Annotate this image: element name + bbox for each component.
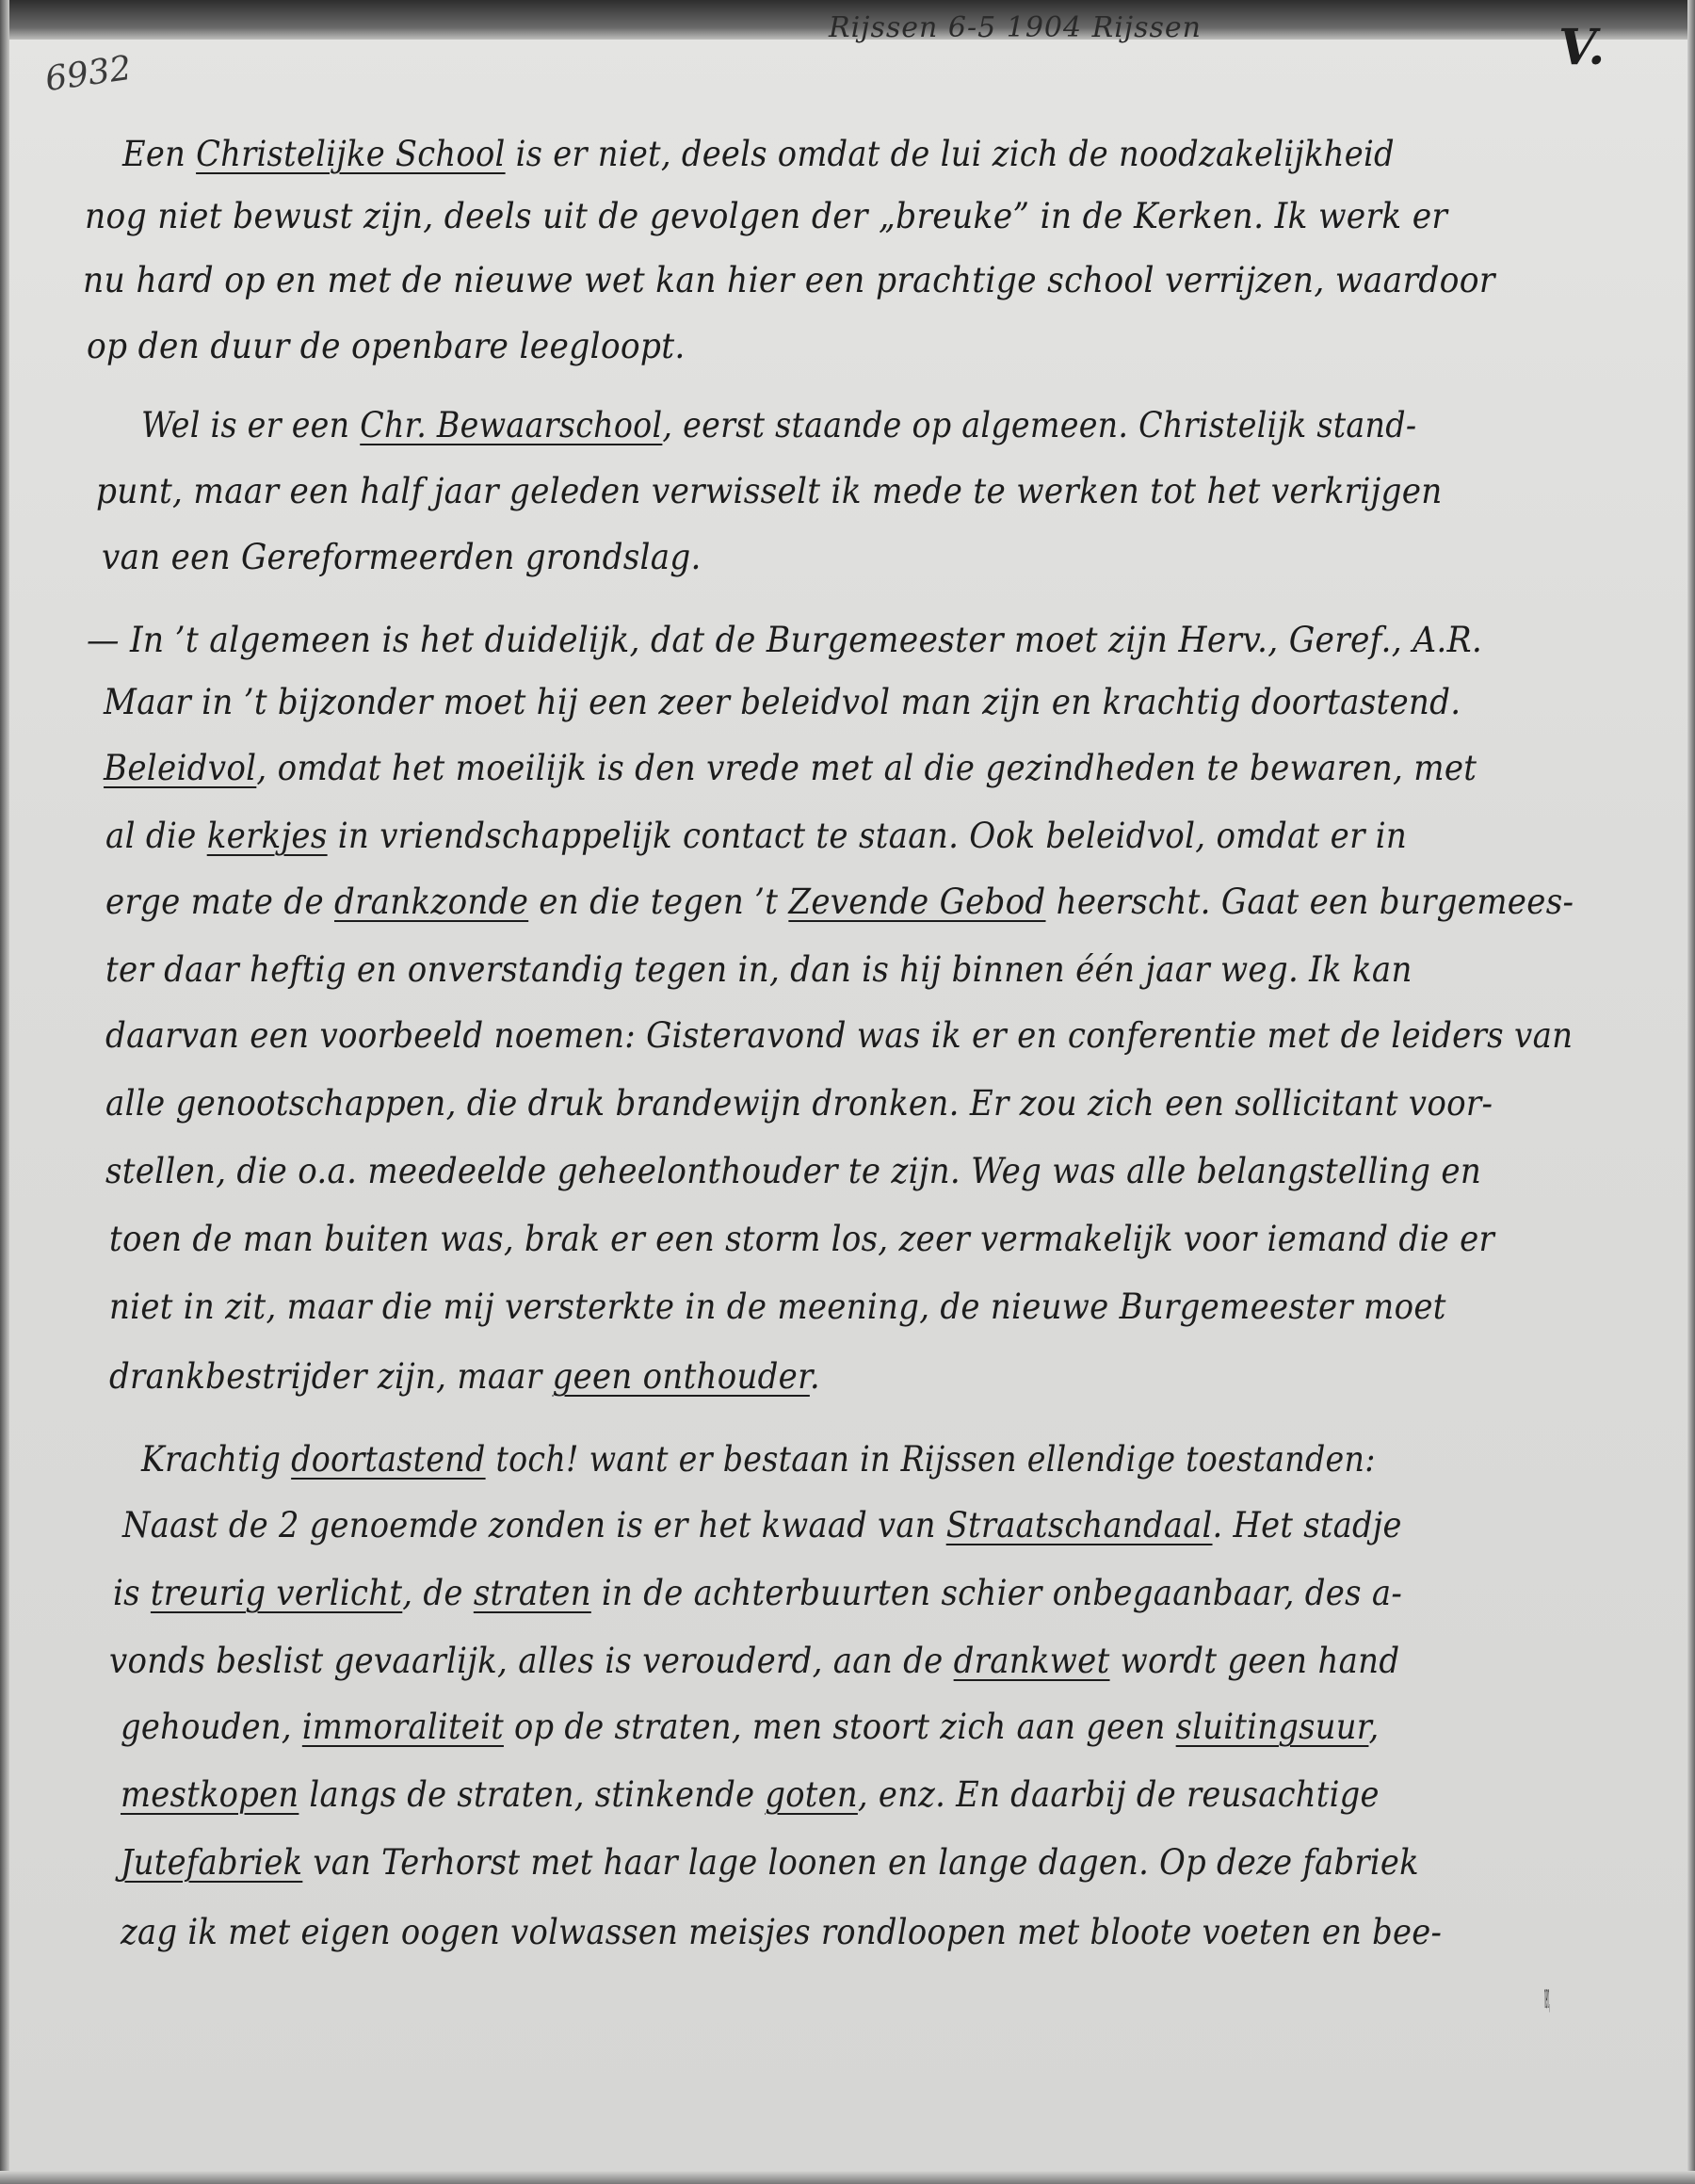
text-line xyxy=(141,405,1667,446)
underlined-phrase: mestkopen xyxy=(121,1774,299,1815)
text-segment: toen de man buiten was, brak er een storm los, zeer vermakelijk voor iemand die er xyxy=(109,1219,1495,1259)
text-segment: — In ’t algemeen is het duidelijk, dat de Burgemeester moet zijn Herv., Geref., A.R. xyxy=(87,620,1483,660)
text-line xyxy=(87,620,1667,661)
text-line xyxy=(83,260,1666,301)
text-line xyxy=(104,748,1667,789)
text-line xyxy=(109,1356,1667,1398)
text-segment: niet in zit, maar die mij versterkte in de meening, de nieuwe Burgemeester moet xyxy=(109,1286,1446,1327)
text-segment: ter daar heftig en onverstandig tegen in, dan is hij binnen één jaar weg. Ik kan xyxy=(105,949,1412,990)
text-segment: , xyxy=(1368,1707,1380,1747)
text-line xyxy=(122,134,1667,175)
page-number: V. xyxy=(1558,19,1606,76)
scan-left-edge xyxy=(0,0,9,2184)
text-segment: Een xyxy=(122,134,197,174)
text-segment: alle genootschappen, die druk brandewijn dronken. Er zou zich een sollicitant voor- xyxy=(105,1083,1493,1124)
scan-right-edge xyxy=(1687,0,1695,2184)
underlined-phrase: Zevende Gebod xyxy=(788,882,1046,922)
underlined-phrase: Straatschandaal xyxy=(945,1505,1213,1545)
text-segment: en die tegen ’t xyxy=(528,882,789,922)
text-segment: al die xyxy=(105,816,207,856)
text-segment: in de achterbuurten schier onbegaanbaar, des a- xyxy=(590,1573,1403,1613)
underlined-phrase: Jutefabriek xyxy=(121,1842,303,1883)
text-segment: zag ik met eigen oogen volwassen meisjes rondloopen met bloote voeten en bee- xyxy=(121,1912,1443,1952)
text-line xyxy=(121,1842,1667,1884)
text-segment: , enz. En daarbij de reusachtige xyxy=(857,1774,1380,1815)
text-line xyxy=(96,471,1668,512)
underlined-phrase: drankwet xyxy=(953,1641,1110,1681)
text-line xyxy=(102,537,1666,578)
text-segment: in vriendschappelijk contact te staan. Ook beleidvol, omdat er in xyxy=(327,816,1408,856)
text-line xyxy=(105,882,1667,923)
underlined-phrase: Chr. Bewaarschool xyxy=(360,405,663,445)
underlined-phrase: Christelijke School xyxy=(196,134,506,174)
underlined-phrase: immoraliteit xyxy=(301,1707,504,1747)
text-segment: heerscht. Gaat een burgemees- xyxy=(1045,882,1574,922)
underlined-phrase: kerkjes xyxy=(206,816,328,856)
text-segment: nu hard op en met de nieuwe wet kan hier een prachtige school verrijzen, waardoor xyxy=(83,260,1495,300)
text-segment: vonds beslist gevaarlijk, alles is verouderd, aan de xyxy=(109,1641,954,1681)
text-line xyxy=(87,326,1667,367)
text-segment: . Het stadje xyxy=(1212,1505,1402,1545)
text-line xyxy=(105,1151,1667,1192)
text-segment: is er niet, deels omdat de lui zich de noodzakelijkheid xyxy=(505,134,1395,174)
text-segment: gehouden, xyxy=(121,1707,302,1747)
underlined-phrase: straten xyxy=(473,1573,591,1613)
text-segment: nog niet bewust zijn, deels uit de gevolgen der „breuke” in de Kerken. Ik werk er xyxy=(85,196,1448,236)
text-line xyxy=(105,949,1667,991)
text-line xyxy=(1544,1976,1667,2017)
text-line xyxy=(122,1505,1667,1546)
underlined-phrase: geen onthouder xyxy=(552,1356,810,1397)
text-segment: . xyxy=(809,1356,820,1397)
text-segment: daarvan een voorbeeld noemen: Gisteravond was ik er en conferentie met de leiders van xyxy=(105,1015,1574,1056)
scan-bottom-edge xyxy=(0,2171,1695,2184)
text-segment: Maar in ’t bijzonder moet hij een zeer beleidvol man zijn en krachtig doortastend. xyxy=(104,682,1461,722)
text-segment: op de straten, men stoort zich aan geen xyxy=(503,1707,1176,1747)
underlined-phrase: treurig verlicht xyxy=(150,1573,403,1613)
text-line xyxy=(141,1439,1667,1480)
text-line xyxy=(105,1015,1667,1057)
text-segment: nen, xyxy=(1544,1976,1550,2016)
text-line xyxy=(109,1641,1667,1682)
text-segment: , de xyxy=(402,1573,474,1613)
text-segment: , omdat het moeilijk is den vrede met al die gezindheden te bewaren, met xyxy=(256,748,1477,788)
text-segment: toch! want er bestaan in Rijssen ellendige toestanden: xyxy=(485,1439,1376,1480)
text-segment: Wel is er een xyxy=(141,405,361,445)
underlined-phrase: sluitingsuur xyxy=(1175,1707,1369,1747)
underlined-phrase: Beleidvol xyxy=(104,748,257,788)
text-segment: Naast de 2 genoemde zonden is er het kwaad van xyxy=(122,1505,946,1545)
text-segment: punt, maar een half jaar geleden verwisselt ik mede te werken tot het verkrijgen xyxy=(96,471,1443,511)
text-segment: Krachtig xyxy=(141,1439,292,1480)
text-segment: wordt geen hand xyxy=(1109,1641,1400,1681)
text-line xyxy=(121,1774,1667,1816)
text-segment: stellen, die o.a. meedeelde geheelonthouder te zijn. Weg was alle belangstelling en xyxy=(105,1151,1482,1191)
text-segment: op den duur de openbare leegloopt. xyxy=(87,326,686,366)
text-segment: is xyxy=(113,1573,151,1613)
text-line xyxy=(105,816,1667,857)
text-line xyxy=(105,1083,1667,1124)
text-segment: , eerst staande op algemeen. Christelijk stand- xyxy=(662,405,1417,445)
underlined-phrase: drankzonde xyxy=(334,882,529,922)
text-line xyxy=(109,1219,1667,1260)
text-segment: van een Gereformeerden grondslag. xyxy=(102,537,702,577)
text-segment: langs de straten, stinkende xyxy=(299,1774,766,1815)
text-line xyxy=(109,1286,1667,1328)
text-segment: van Terhorst met haar lage loonen en lange dagen. Op deze fabriek xyxy=(302,1842,1419,1883)
text-segment: erge mate de xyxy=(105,882,335,922)
text-line xyxy=(113,1573,1668,1614)
archive-number: 6932 xyxy=(42,48,135,100)
text-line xyxy=(121,1707,1667,1748)
underlined-phrase: doortastend xyxy=(291,1439,486,1480)
text-line xyxy=(121,1912,1667,1953)
text-line xyxy=(85,196,1666,237)
text-line xyxy=(104,682,1667,723)
text-segment: drankbestrijder zijn, maar xyxy=(109,1356,553,1397)
underlined-phrase: goten xyxy=(765,1774,858,1815)
page-header: Rijssen 6-5 1904 Rijssen xyxy=(829,11,1202,44)
